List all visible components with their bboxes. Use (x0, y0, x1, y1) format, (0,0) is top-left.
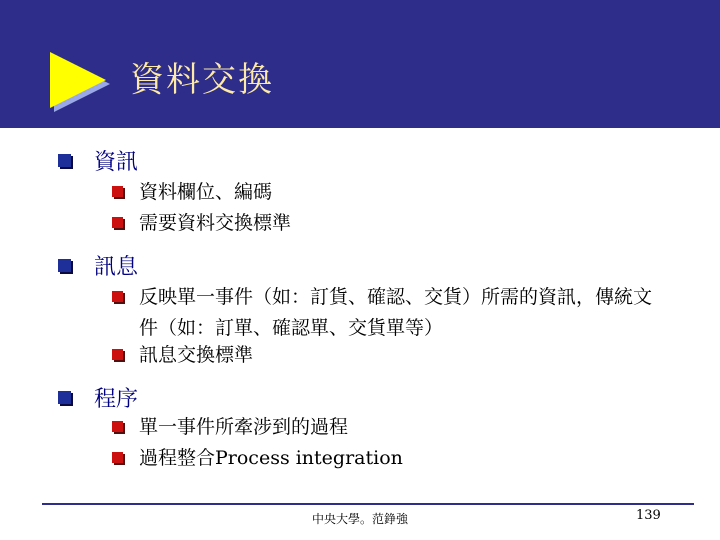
list-item (112, 340, 672, 371)
square-bullet-icon (112, 421, 123, 432)
slide-title: 資料交換 (130, 60, 274, 100)
footer-divider (42, 503, 694, 505)
square-bullet-icon (112, 291, 123, 302)
list-item (112, 177, 672, 208)
title-bar (0, 0, 720, 128)
section-heading-info (58, 145, 138, 176)
section-heading-message (58, 250, 138, 281)
footer-author: 中央大學。范錚強 (311, 512, 408, 526)
square-bullet-icon (58, 391, 71, 404)
square-bullet-icon (58, 259, 71, 272)
square-bullet-icon (112, 186, 123, 197)
list-item (112, 412, 672, 443)
square-bullet-icon (112, 349, 123, 360)
section-heading-label: 程序 (94, 387, 139, 412)
square-bullet-icon (112, 217, 123, 228)
section-heading-process (58, 382, 138, 413)
list-item (112, 208, 672, 239)
list-item-text: 訊息交換標準 (139, 344, 254, 366)
square-bullet-icon (58, 154, 71, 167)
arrow-icon (48, 46, 118, 116)
page-number: 139 (636, 508, 661, 523)
list-item-text: 需要資料交換標準 (139, 212, 292, 234)
list-item-text: 單一事件所牽涉到的過程 (139, 416, 349, 438)
square-bullet-icon (112, 452, 123, 463)
list-item-text: 反映單一事件（如：訂貨、確認、交貨）所需的資訊，傳統文件（如：訂單、確認單、交貨單等） (139, 286, 653, 339)
section-heading-label: 訊息 (94, 255, 139, 280)
list-item (112, 443, 672, 474)
list-item-text: 資料欄位、編碼 (139, 181, 273, 203)
list-item-text: 過程整合Process integration (139, 447, 403, 469)
section-heading-label: 資訊 (94, 150, 139, 175)
list-item (112, 282, 652, 344)
